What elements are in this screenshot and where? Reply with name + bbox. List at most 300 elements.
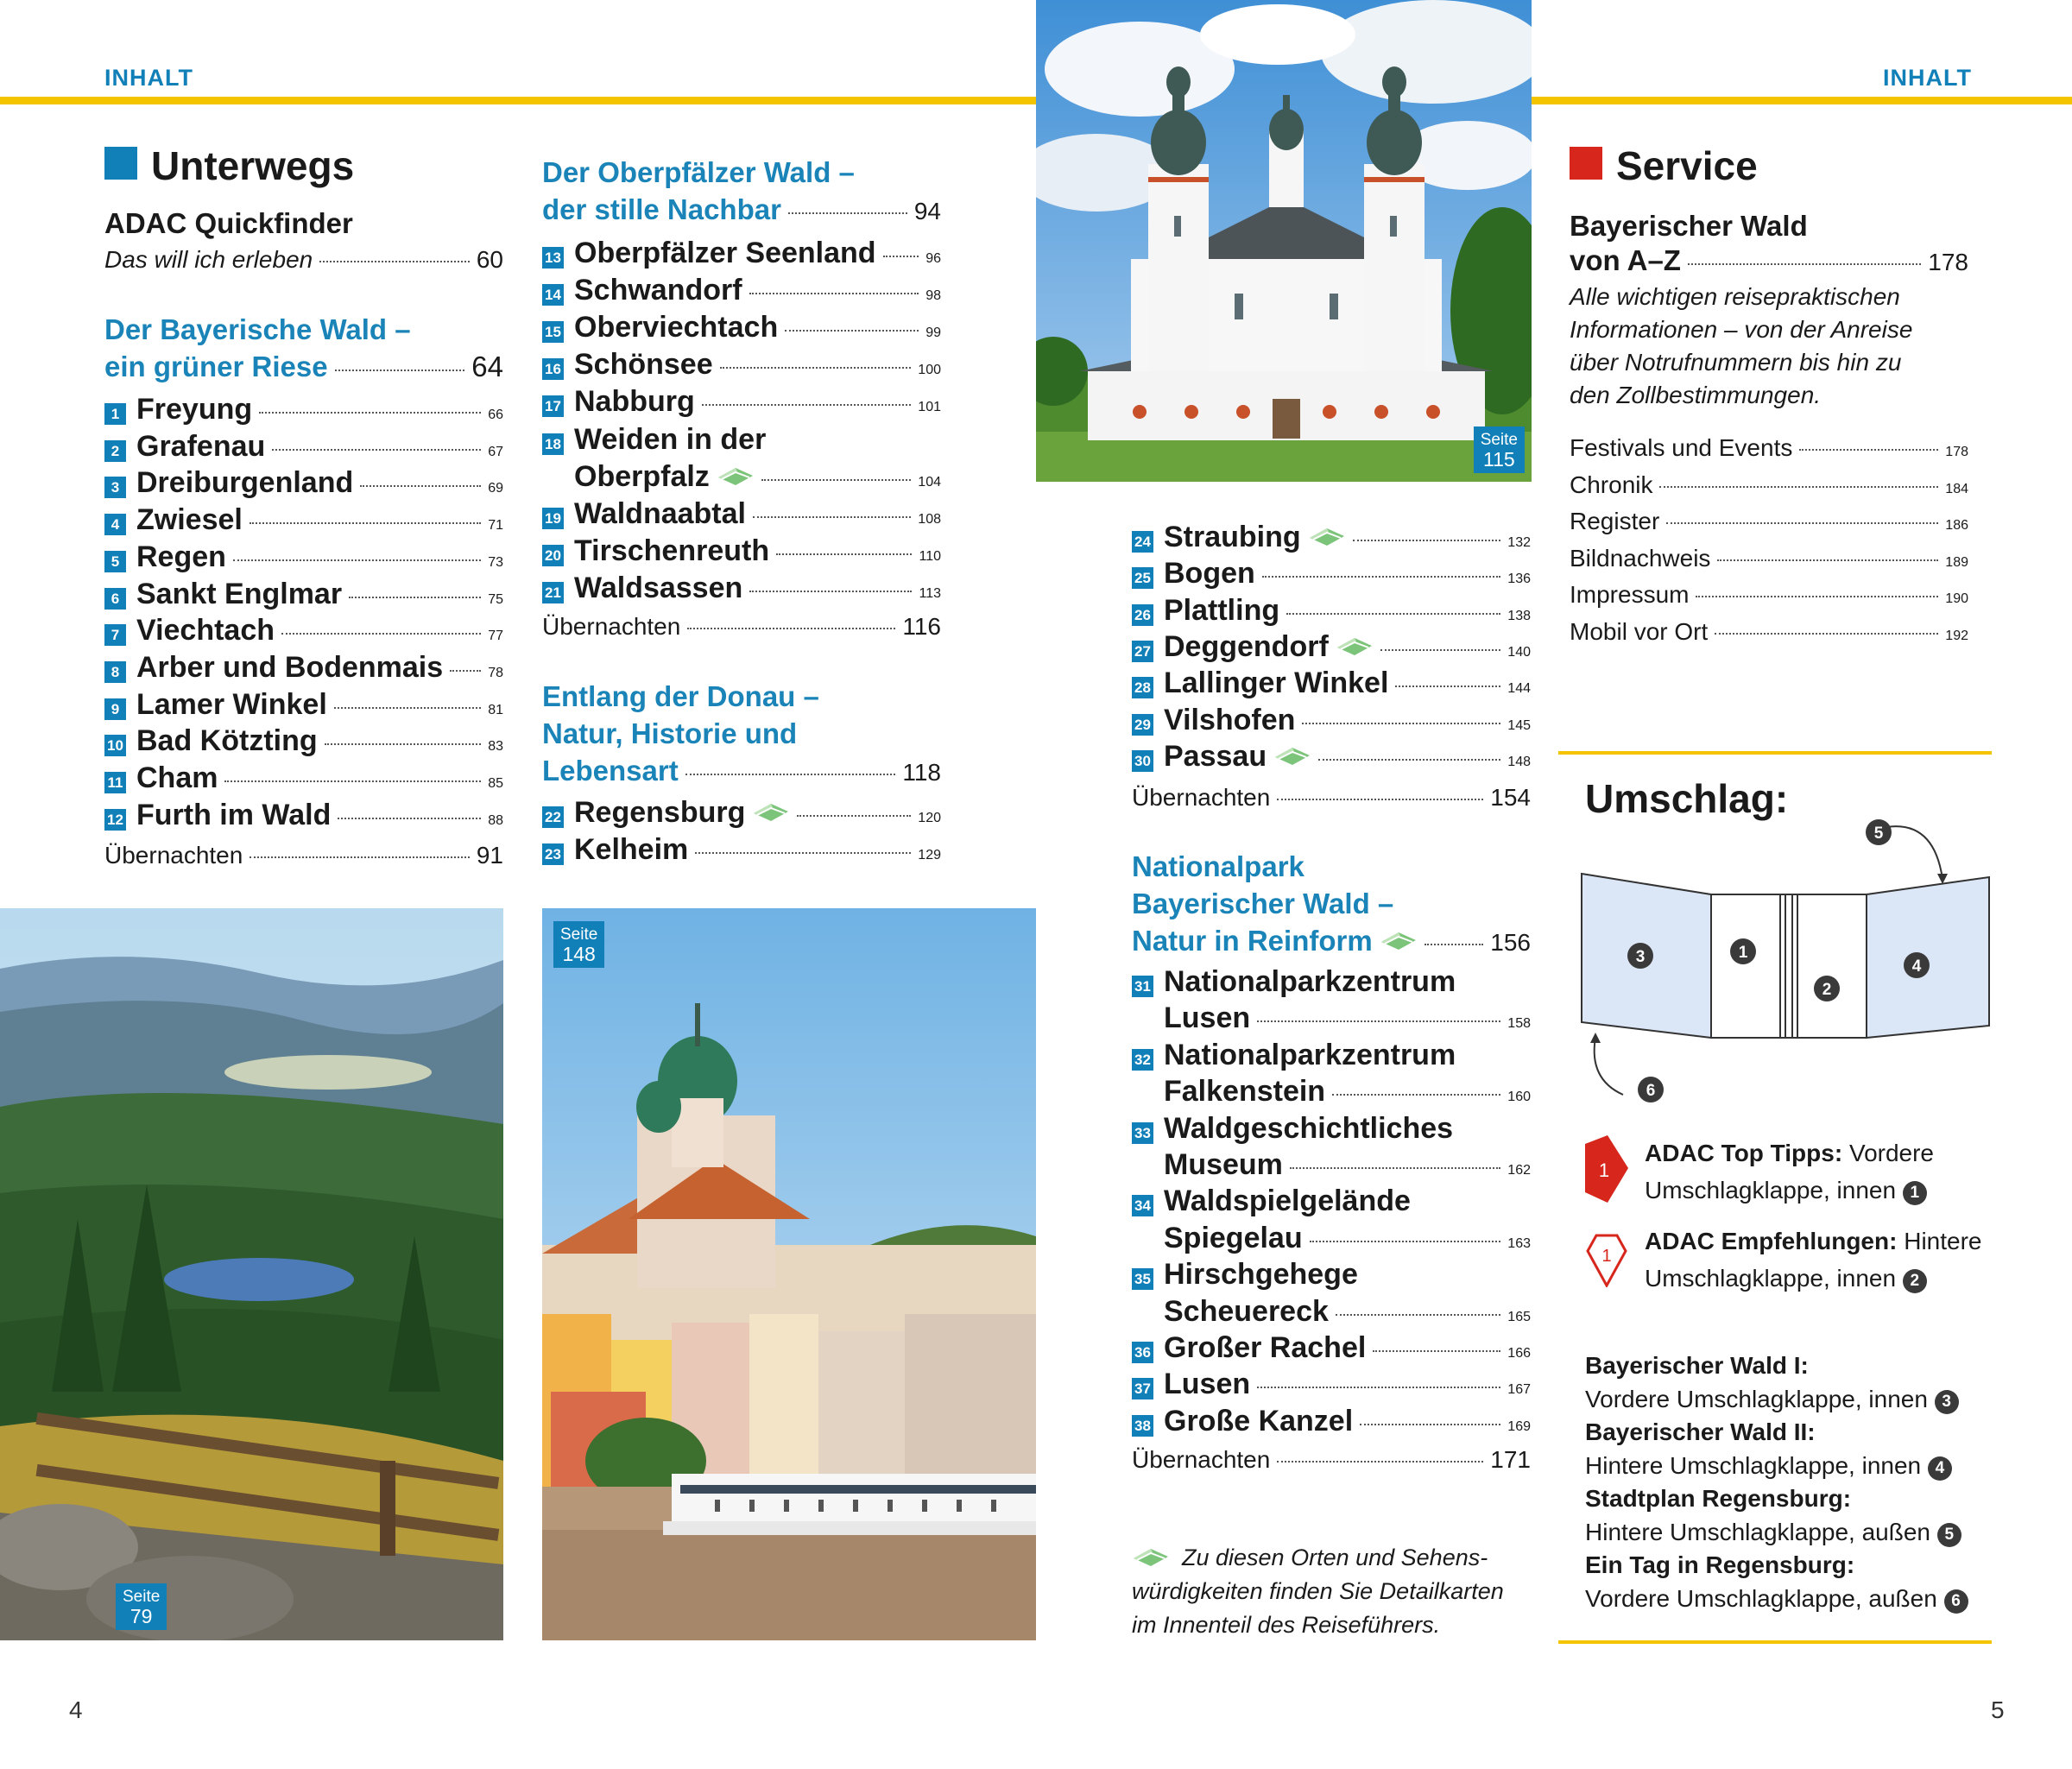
- entry-number-badge: 3: [104, 477, 126, 498]
- leader-dots: [1659, 486, 1938, 488]
- page-number: 77: [488, 629, 503, 644]
- leader-dots: [1262, 576, 1501, 578]
- region-title-line: Der Oberpfälzer Wald –: [542, 156, 855, 188]
- cover-map-item[interactable]: [1585, 1549, 1982, 1615]
- seite-label: Seite: [1480, 431, 1518, 449]
- entry-label: Waldnaabtal: [574, 496, 746, 530]
- service-title: Service: [1616, 143, 1758, 188]
- page-number: 71: [488, 518, 503, 534]
- toc-entry[interactable]: [104, 430, 503, 467]
- cover-num: 4: [1928, 1456, 1952, 1481]
- region-title-line: der stille Nachbar: [542, 193, 781, 225]
- entry-number-badge: 38: [1132, 1415, 1153, 1437]
- entry-number-badge: 8: [104, 661, 126, 683]
- entry-label: Oberpfälzer Seenland: [574, 237, 876, 269]
- toc-entry[interactable]: [542, 348, 941, 385]
- page-number: 101: [918, 400, 941, 415]
- page-number: 178: [1928, 249, 1968, 275]
- entry-label: Regensburg: [574, 796, 746, 829]
- toc-entry[interactable]: [1570, 434, 1968, 471]
- entry-number-badge: 32: [1132, 1049, 1153, 1071]
- leader-dots: [259, 412, 481, 414]
- page-number: 156: [1490, 929, 1531, 956]
- leader-dots: [749, 591, 912, 592]
- page-number: 113: [919, 585, 941, 601]
- umschlag-rule-top: [1558, 751, 1992, 755]
- page-number: 158: [1507, 1016, 1531, 1032]
- entry-label: Dreiburgenland: [136, 466, 354, 500]
- entry-number-badge: 14: [542, 284, 564, 306]
- page-number: 178: [1945, 445, 1968, 459]
- cover-num: 3: [1935, 1390, 1959, 1414]
- toc-entry[interactable]: [104, 651, 503, 688]
- entry-number-badge: 22: [542, 806, 564, 828]
- cover-num: 2: [1903, 1269, 1927, 1293]
- entry-label: Lusen: [1164, 1368, 1251, 1401]
- detail-map-note: [1132, 1541, 1538, 1642]
- toc-entry[interactable]: [542, 274, 941, 311]
- entry-label: Tirschenreuth: [574, 534, 770, 567]
- note-line: würdigkeiten finden Sie Detailkarten: [1132, 1578, 1504, 1604]
- page-number: 140: [1507, 644, 1531, 660]
- page-number: 171: [1490, 1446, 1531, 1473]
- page-number: 66: [488, 408, 503, 422]
- page-number: 108: [918, 511, 941, 527]
- entry-label: Oberviechtach: [574, 311, 779, 344]
- leader-dots: [360, 485, 481, 487]
- entry-number-badge: 26: [1132, 604, 1153, 626]
- page-number: 104: [918, 474, 941, 490]
- leader-dots: [685, 774, 896, 775]
- leader-dots: [749, 293, 919, 294]
- leader-dots: [1257, 1387, 1500, 1388]
- entry-number-badge: 15: [542, 321, 564, 343]
- entry-number-badge: 24: [1132, 531, 1153, 553]
- entry-number-badge: 36: [1132, 1342, 1153, 1363]
- leader-dots: [1257, 1020, 1500, 1022]
- entry-label: Bad Kötzting: [136, 724, 318, 758]
- entry-label: Impressum: [1570, 581, 1690, 608]
- page-number: 99: [925, 325, 941, 341]
- page-number: 96: [925, 251, 941, 266]
- entry-number-badge: 17: [542, 395, 564, 417]
- page-number: 100: [918, 363, 941, 378]
- region-title-line: Lebensart: [542, 755, 679, 787]
- region-oberpfaelzer-wald-title[interactable]: [542, 154, 941, 230]
- toc-entry[interactable]: [1132, 594, 1531, 630]
- top-tipps-legend: [1645, 1134, 2007, 1209]
- toc-entry[interactable]: [104, 761, 503, 799]
- toc-entry[interactable]: [1132, 704, 1531, 740]
- seite-page: 115: [1483, 448, 1515, 471]
- entry-label: Waldspielgelände: [1164, 1185, 1411, 1218]
- page-number: 136: [1507, 572, 1531, 587]
- entry-number-badge: 33: [1132, 1122, 1153, 1144]
- photo-passau: [542, 908, 1036, 1640]
- toc-entry[interactable]: [542, 497, 941, 534]
- page-number: 167: [1507, 1382, 1531, 1398]
- page-number: 73: [488, 554, 503, 570]
- detail-map-icon: [752, 801, 790, 822]
- entry-number-badge: 25: [1132, 567, 1153, 589]
- toc-entry[interactable]: [1132, 1405, 1531, 1441]
- toc-entry[interactable]: [1570, 581, 1968, 618]
- church-illustration: [1036, 0, 1532, 482]
- entry-label: Zwiesel: [136, 503, 243, 537]
- toc-entry[interactable]: [542, 572, 941, 609]
- page-number: 118: [902, 759, 941, 786]
- top-tipp-marker-icon: [1582, 1135, 1630, 1204]
- unterwegs-title: Unterwegs: [151, 143, 355, 188]
- entry-number-badge: 27: [1132, 641, 1153, 662]
- entry-label: Register: [1570, 508, 1660, 534]
- service-square-icon: [1570, 147, 1602, 180]
- leader-dots: [720, 367, 912, 369]
- page-number: 120: [918, 811, 941, 825]
- toc-entry[interactable]: [104, 724, 503, 761]
- leader-dots: [1380, 649, 1501, 651]
- region-bayerischer-wald-title[interactable]: [104, 311, 503, 385]
- leader-dots: [1696, 596, 1938, 597]
- quickfinder-entry[interactable]: [104, 246, 503, 274]
- entry-number-badge: 7: [104, 624, 126, 646]
- page-number: 169: [1507, 1418, 1531, 1434]
- detail-map-icon: [717, 465, 755, 486]
- toc-entry[interactable]: [1570, 471, 1968, 509]
- entry-number-badge: 5: [104, 551, 126, 572]
- entry-label: Museum: [1164, 1147, 1283, 1181]
- leader-dots: [1373, 1350, 1500, 1352]
- az-desc-line: über Notrufnummern bis hin zu: [1570, 349, 1902, 376]
- toc-entry[interactable]: [104, 614, 503, 651]
- toc-entry[interactable]: [1570, 508, 1968, 545]
- cover-map-title: Bayerischer Wald II:: [1585, 1418, 1816, 1445]
- top-tipps-text: Vordere: [1848, 1140, 1935, 1166]
- entry-label: Nabburg: [574, 385, 695, 419]
- toc-entry[interactable]: [1132, 1368, 1531, 1404]
- entry-label: Lallinger Winkel: [1164, 667, 1389, 700]
- region-title-line: Natur, Historie und: [542, 717, 798, 749]
- toc-entry[interactable]: [104, 393, 503, 430]
- note-line: Zu diesen Orten und Sehens-: [1182, 1545, 1488, 1570]
- quickfinder-title[interactable]: ADAC Quickfinder: [104, 207, 353, 239]
- empfehlungen-legend: [1645, 1223, 2007, 1297]
- region-nationalpark-title[interactable]: [1132, 848, 1531, 961]
- toc-entry[interactable]: [104, 578, 503, 615]
- seite-badge[interactable]: [1474, 426, 1525, 473]
- page-number: 163: [1507, 1235, 1531, 1251]
- toc-entry[interactable]: [542, 385, 941, 422]
- header-label-left: INHALT: [104, 65, 193, 91]
- seite-label: Seite: [560, 926, 598, 944]
- entry-number-badge: 34: [1132, 1195, 1153, 1216]
- leader-dots: [1290, 1167, 1500, 1169]
- leader-dots: [1688, 263, 1921, 265]
- page-number: 78: [488, 665, 503, 680]
- header-rule-right: [1532, 97, 2072, 104]
- page-number: 160: [1507, 1090, 1531, 1105]
- toc-entry[interactable]: [542, 796, 941, 833]
- toc-entry[interactable]: [1132, 630, 1531, 667]
- page-number: 64: [471, 351, 503, 382]
- cover-fold-diagram: [1571, 812, 2003, 1114]
- page-number: 144: [1507, 681, 1531, 697]
- toc-entry[interactable]: [1132, 667, 1531, 703]
- cover-map-item[interactable]: [1585, 1349, 1982, 1416]
- cover-map-text: Hintere Umschlagklappe, außen: [1585, 1518, 1930, 1545]
- cover-map-text: Vordere Umschlagklappe, innen: [1585, 1385, 1928, 1412]
- page-number: 186: [1945, 518, 1968, 533]
- seite-page: 79: [130, 1605, 153, 1627]
- entry-number-badge: 37: [1132, 1378, 1153, 1399]
- entry-label: Passau: [1164, 739, 1267, 773]
- entry-label: Weiden in der: [574, 422, 767, 456]
- page-number: 69: [488, 481, 503, 496]
- entry-number-badge: 19: [542, 508, 564, 529]
- cover-map-item[interactable]: [1585, 1416, 1982, 1482]
- leader-dots: [334, 707, 481, 709]
- page-number: 110: [919, 548, 941, 564]
- leader-dots: [1310, 1241, 1501, 1242]
- umschlag-title: Umschlag:: [1585, 776, 1789, 821]
- leader-dots: [1666, 522, 1938, 524]
- page-number: 148: [1507, 754, 1531, 769]
- seite-label: Seite: [123, 1588, 161, 1606]
- diagram-num: 6: [1646, 1082, 1656, 1100]
- leader-dots: [233, 559, 481, 561]
- entry-number-badge: 1: [104, 403, 126, 425]
- leader-dots: [319, 261, 470, 262]
- empfehlungen-text: Umschlagklappe, innen: [1645, 1265, 1897, 1292]
- entry-number-badge: 2: [104, 440, 126, 462]
- detail-map-icon: [1380, 930, 1418, 951]
- toc-entry[interactable]: [542, 237, 941, 274]
- top-tipps-bold: ADAC Top Tipps:: [1645, 1140, 1843, 1166]
- uebernachten-label: Übernachten: [1132, 784, 1271, 811]
- entry-label: Cham: [136, 761, 218, 794]
- toc-entry[interactable]: [1132, 1039, 1531, 1112]
- uebernachten-label: Übernachten: [542, 613, 681, 640]
- entry-number-badge: 31: [1132, 976, 1153, 997]
- toc-entry[interactable]: [542, 311, 941, 348]
- leader-dots: [338, 818, 481, 819]
- leader-dots: [1286, 613, 1500, 615]
- header-label-right: INHALT: [1883, 65, 1972, 91]
- uebernachten-entry[interactable]: [1132, 1446, 1531, 1474]
- page-number: 129: [918, 847, 941, 862]
- leader-dots: [1715, 633, 1938, 635]
- entry-number-badge: 35: [1132, 1268, 1153, 1290]
- page-number: 192: [1945, 628, 1968, 643]
- cover-maps-list: [1585, 1349, 1982, 1615]
- diagram-num: 2: [1822, 981, 1832, 999]
- cover-map-text: Hintere Umschlagklappe, innen: [1585, 1451, 1922, 1479]
- page-number: 116: [902, 613, 941, 640]
- note-line: im Innenteil des Reiseführers.: [1132, 1612, 1441, 1638]
- region-title-line: Natur in Reinform: [1132, 925, 1373, 957]
- entry-label: Grafenau: [136, 429, 266, 463]
- page-number: 60: [476, 246, 503, 273]
- entry-number-badge: 10: [104, 735, 126, 756]
- region-title-line: Nationalpark: [1132, 850, 1304, 882]
- entry-number-badge: 16: [542, 358, 564, 380]
- entry-number-badge: 6: [104, 588, 126, 610]
- entry-label: Vilshofen: [1164, 703, 1296, 736]
- az-title-line: von A–Z: [1570, 244, 1681, 276]
- page-number: 166: [1507, 1346, 1531, 1361]
- entry-label: Deggendorf: [1164, 629, 1329, 663]
- entry-label: Falkenstein: [1164, 1075, 1326, 1109]
- detail-map-icon: [1273, 745, 1311, 766]
- region-title-line: Der Bayerische Wald –: [104, 313, 411, 345]
- toc-entry[interactable]: [1570, 545, 1968, 582]
- entry-label: Chronik: [1570, 471, 1653, 498]
- entry-label: Nationalparkzentrum: [1164, 965, 1456, 998]
- region-title-line: ein grüner Riese: [104, 351, 328, 382]
- entry-label: Scheuereck: [1164, 1294, 1329, 1328]
- photo-church-kappel: [1036, 0, 1532, 482]
- entry-label: Kelheim: [574, 832, 689, 866]
- landscape-illustration: [0, 908, 503, 1640]
- entry-label: Mobil vor Ort: [1570, 617, 1709, 645]
- toc-entry[interactable]: [104, 466, 503, 503]
- seite-badge[interactable]: [116, 1583, 167, 1630]
- seite-badge[interactable]: [553, 921, 604, 968]
- leader-dots: [1395, 685, 1500, 687]
- region-title-line: Entlang der Donau –: [542, 680, 819, 712]
- entry-label: Plattling: [1164, 593, 1280, 627]
- page-number: 75: [488, 591, 503, 607]
- entry-label: Viechtach: [136, 614, 275, 648]
- leader-dots: [1336, 1314, 1500, 1316]
- page-number: 162: [1507, 1162, 1531, 1178]
- page-number: 67: [488, 444, 503, 459]
- passau-illustration: [542, 908, 1036, 1640]
- entry-label: Spiegelau: [1164, 1221, 1303, 1254]
- page-number: 132: [1507, 535, 1531, 550]
- page-number-left: 4: [69, 1696, 83, 1723]
- uebernachten-entry[interactable]: [1132, 784, 1531, 812]
- diagram-num: 1: [1738, 944, 1748, 962]
- az-title-line: Bayerischer Wald: [1570, 210, 1808, 242]
- leader-dots: [1302, 723, 1500, 724]
- diagram-num: 4: [1911, 957, 1922, 976]
- quickfinder-subtitle: Das will ich erleben: [104, 246, 313, 273]
- toc-entry[interactable]: [104, 799, 503, 836]
- entry-label: Festivals und Events: [1570, 434, 1793, 461]
- toc-entry[interactable]: [1132, 1258, 1531, 1331]
- entry-label: Arber und Bodenmais: [136, 650, 444, 684]
- page-number: 94: [913, 198, 941, 224]
- entry-label: Lamer Winkel: [136, 687, 327, 721]
- entry-label: Hirschgehege: [1164, 1258, 1358, 1292]
- uebernachten-label: Übernachten: [1132, 1446, 1271, 1473]
- leader-dots: [325, 743, 482, 745]
- page-number: 138: [1507, 608, 1531, 623]
- leader-dots: [753, 516, 911, 518]
- leader-dots: [335, 370, 465, 371]
- toc-entry[interactable]: [1132, 1112, 1531, 1185]
- page-number-right: 5: [1991, 1696, 2005, 1723]
- entry-number-badge: 21: [542, 582, 564, 603]
- toc-entry[interactable]: [104, 503, 503, 540]
- toc-entry[interactable]: [104, 540, 503, 578]
- toc-entry[interactable]: [1132, 740, 1531, 776]
- az-desc-line: Informationen – von der Anreise: [1570, 316, 1913, 343]
- toc-entry[interactable]: [1132, 557, 1531, 593]
- leader-dots: [250, 856, 470, 858]
- page-number: 85: [488, 776, 503, 791]
- leader-dots: [349, 597, 481, 598]
- toc-entry[interactable]: [542, 423, 941, 497]
- leader-dots: [224, 780, 481, 782]
- uebernachten-entry[interactable]: [104, 842, 503, 869]
- leader-dots: [1277, 1461, 1483, 1463]
- empfehlungen-bold: ADAC Empfehlungen:: [1645, 1228, 1898, 1254]
- az-desc-line: Alle wichtigen reisepraktischen: [1570, 283, 1900, 310]
- toc-entry[interactable]: [1132, 1331, 1531, 1368]
- toc-entry[interactable]: [542, 534, 941, 572]
- page-number: 190: [1945, 591, 1968, 606]
- toc-entry[interactable]: [1132, 1185, 1531, 1258]
- entry-number-badge: 13: [542, 247, 564, 269]
- entry-number-badge: 20: [542, 545, 564, 566]
- leader-dots: [883, 256, 919, 257]
- toc-entry[interactable]: [104, 688, 503, 725]
- entry-number-badge: 12: [104, 809, 126, 831]
- entry-number-badge: 28: [1132, 677, 1153, 698]
- page-number: 165: [1507, 1309, 1531, 1324]
- entry-number-badge: 29: [1132, 714, 1153, 736]
- header-rule-left: [0, 97, 1036, 104]
- leader-dots: [695, 852, 911, 854]
- leader-dots: [272, 449, 481, 451]
- leader-dots: [1318, 759, 1500, 761]
- cover-map-item[interactable]: [1585, 1482, 1982, 1549]
- cover-map-title: Ein Tag in Regensburg:: [1585, 1551, 1855, 1578]
- leader-dots: [797, 815, 911, 817]
- leader-dots: [785, 330, 919, 332]
- region-title-line: Bayerischer Wald –: [1132, 888, 1394, 919]
- diagram-num: 3: [1635, 948, 1646, 966]
- entry-number-badge: 4: [104, 514, 126, 535]
- region-donau-title[interactable]: [542, 678, 941, 791]
- toc-entry[interactable]: [1132, 521, 1531, 557]
- entry-number-badge: 23: [542, 843, 564, 865]
- empfehlungen-text: Hintere: [1904, 1228, 1982, 1254]
- seite-page: 148: [562, 943, 596, 965]
- leader-dots: [250, 522, 481, 524]
- leader-dots: [687, 628, 895, 629]
- page-number: 98: [925, 288, 941, 304]
- entry-label: Waldgeschichtliches: [1164, 1111, 1454, 1145]
- toc-entry[interactable]: [542, 833, 941, 870]
- cover-map-title: Stadtplan Regensburg:: [1585, 1485, 1852, 1512]
- entry-label: Bogen: [1164, 557, 1255, 591]
- entry-label: Regen: [136, 540, 226, 573]
- toc-entry[interactable]: [1132, 965, 1531, 1039]
- uebernachten-entry[interactable]: [542, 613, 941, 641]
- umschlag-rule-bottom: [1558, 1640, 1992, 1644]
- entry-label: Waldsassen: [574, 571, 743, 604]
- entry-number-badge: 30: [1132, 750, 1153, 772]
- service-az-block[interactable]: [1570, 207, 1968, 412]
- page-number: 81: [488, 702, 503, 717]
- page-number: 91: [476, 842, 503, 869]
- toc-entry[interactable]: [1570, 618, 1968, 655]
- page-number: 184: [1945, 481, 1968, 496]
- entry-label: Nationalparkzentrum: [1164, 1038, 1456, 1071]
